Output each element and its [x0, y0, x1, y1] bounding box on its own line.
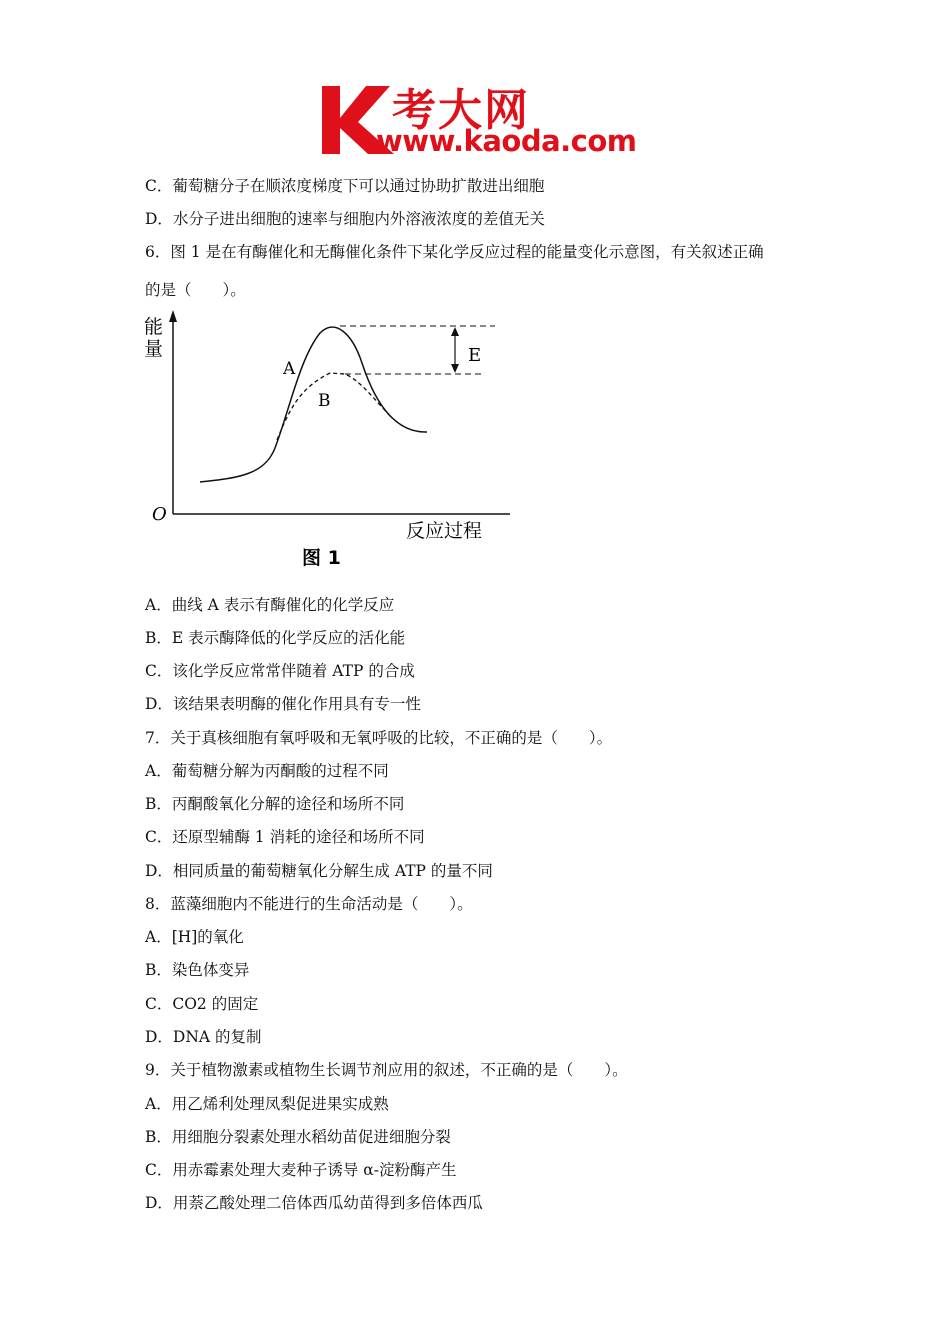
q9-option-a: A．用乙烯利处理凤梨促进果实成熟: [145, 1095, 389, 1113]
q6-option-a: A．曲线 A 表示有酶催化的化学反应: [145, 596, 395, 614]
curve-b-label: B: [318, 391, 331, 411]
q7-option-a: A．葡萄糖分解为丙酮酸的过程不同: [145, 762, 389, 780]
curve-b: [277, 373, 390, 440]
q6-stem-line2: 的是（ ）。: [145, 281, 246, 299]
q6-option-d: D．该结果表明酶的催化作用具有专一性: [145, 695, 421, 713]
q7-option-c: C．还原型辅酶 1 消耗的途径和场所不同: [145, 828, 425, 846]
curve-a-label: A: [283, 359, 296, 379]
q5-option-d: D．水分子进出细胞的速率与细胞内外溶液浓度的差值无关: [145, 210, 545, 228]
x-axis-label: 反应过程: [406, 520, 483, 542]
q7-option-b: B．丙酮酸氧化分解的途径和场所不同: [145, 795, 405, 813]
y-axis-label-1: 能: [144, 316, 164, 338]
q6-stem-line1: 6．图 1 是在有酶催化和无酶催化条件下某化学反应过程的能量变化示意图，有关叙述正确: [145, 243, 764, 261]
kaoda-logo: [318, 80, 648, 160]
q7-stem: 7．关于真核细胞有氧呼吸和无氧呼吸的比较，不正确的是（ ）。: [145, 729, 613, 747]
q8-option-a: A．[H]的氧化: [145, 928, 244, 946]
q8-option-d: D．DNA 的复制: [145, 1028, 262, 1046]
q5-option-c: C．葡萄糖分子在顺浓度梯度下可以通过协助扩散进出细胞: [145, 177, 545, 195]
q8-option-b: B．染色体变异: [145, 961, 250, 979]
y-axis-arrow: [169, 310, 177, 322]
q6-option-c: C．该化学反应常常伴随着 ATP 的合成: [145, 662, 415, 680]
figure-caption: 图 1: [302, 547, 341, 569]
curve-a: [200, 327, 427, 482]
q8-option-c: C．CO2 的固定: [145, 995, 259, 1013]
q7-option-d: D．相同质量的葡萄糖氧化分解生成 ATP 的量不同: [145, 862, 493, 880]
q6-option-b: B．E 表示酶降低的化学反应的活化能: [145, 629, 406, 647]
logo-brand-name: 考大网: [392, 85, 530, 136]
y-axis-label-2: 量: [144, 338, 164, 360]
q8-stem: 8．蓝藻细胞内不能进行的生命活动是（ ）。: [145, 895, 473, 913]
origin-label: O: [152, 504, 167, 525]
q9-option-b: B．用细胞分裂素处理水稻幼苗促进细胞分裂: [145, 1128, 451, 1146]
logo-url: www.kaoda.com: [376, 124, 637, 158]
q9-option-c: C．用赤霉素处理大麦种子诱导 α-淀粉酶产生: [145, 1161, 457, 1179]
q9-option-d: D．用萘乙酸处理二倍体西瓜幼苗得到多倍体西瓜: [145, 1194, 483, 1212]
figure-1-energy-diagram: [140, 308, 510, 578]
q9-stem: 9．关于植物激素或植物生长调节剂应用的叙述，不正确的是（ ）。: [145, 1061, 628, 1079]
energy-label: E: [468, 345, 482, 366]
